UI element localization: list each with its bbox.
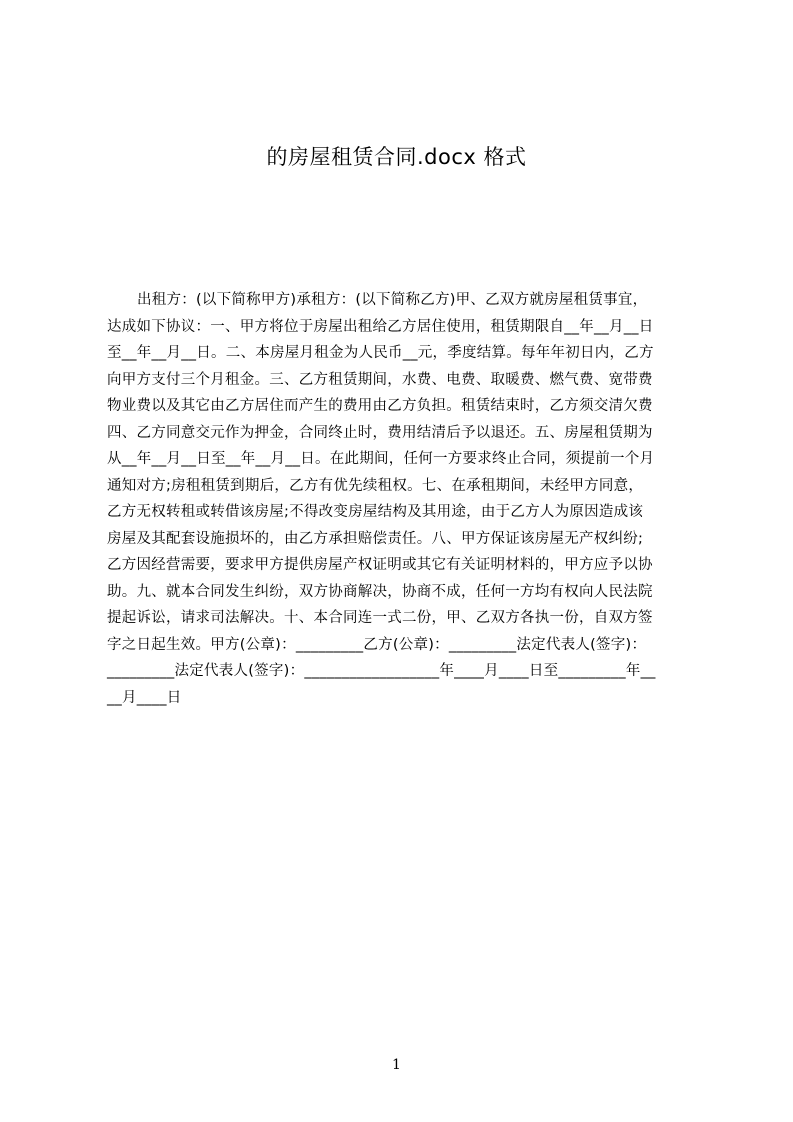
paragraph-line: 通知对方;房租租赁到期后，乙方有优先续租权。七、在承租期间，未经甲方同意， bbox=[107, 477, 644, 494]
paragraph-line: 物业费以及其它由乙方居住而产生的费用由乙方负担。租赁结束时，乙方须交清欠费 bbox=[107, 398, 653, 414]
page-number: 1 bbox=[392, 1057, 401, 1073]
paragraph-line: 助。九、就本合同发生纠纷，双方协商解决，协商不成，任何一方均有权向人民法院 bbox=[107, 583, 653, 600]
paragraph-line: 从__年__月__日至__年__月__日。在此期间，任何一方要求终止合同，须提前一个月 bbox=[107, 451, 655, 467]
paragraph-line: 乙方无权转租或转借该房屋;不得改变房屋结构及其用途，由于乙方人为原因造成该 bbox=[107, 504, 644, 520]
paragraph-line: _________法定代表人(签字)：__________________年____月____日至_________年__ bbox=[107, 663, 656, 679]
document-title: 的房屋租赁合同.docx 格式 bbox=[266, 145, 527, 169]
paragraph-line: __月____日 bbox=[107, 689, 182, 706]
paragraph-line: 至__年__月__日。二、本房屋月租金为人民币__元，季度结算。每年年初日内，乙方 bbox=[107, 345, 654, 361]
paragraph-line: 房屋及其配套设施损坏的，由乙方承担赔偿责任。八、甲方保证该房屋无产权纠纷; bbox=[107, 530, 644, 547]
paragraph-line: 出租方：(以下简称甲方)承租方：(以下简称乙方)甲、乙双方就房屋租赁事宜， bbox=[137, 292, 648, 308]
paragraph-line: 字之日起生效。甲方(公章)：_________乙方(公章)：_________法定代表人(签字)： bbox=[107, 636, 647, 653]
paragraph-line: 达成如下协议：一、甲方将位于房屋出租给乙方居住使用，租赁期限自__年__月__日 bbox=[107, 318, 654, 335]
paragraph-line: 提起诉讼，请求司法解决。十、本合同连一式二份，甲、乙双方各执一份，自双方签 bbox=[107, 610, 653, 626]
paragraph-line: 乙方因经营需要，要求甲方提供房屋产权证明或其它有关证明材料的，甲方应予以协 bbox=[107, 557, 653, 573]
paragraph-line: 向甲方支付三个月租金。三、乙方租赁期间，水费、电费、取暖费、燃气费、宽带费 bbox=[107, 371, 653, 388]
paragraph-line: 四、乙方同意交元作为押金，合同终止时，费用结清后予以退还。五、房屋租赁期为 bbox=[107, 424, 653, 441]
contract-body-paragraph bbox=[107, 287, 697, 711]
